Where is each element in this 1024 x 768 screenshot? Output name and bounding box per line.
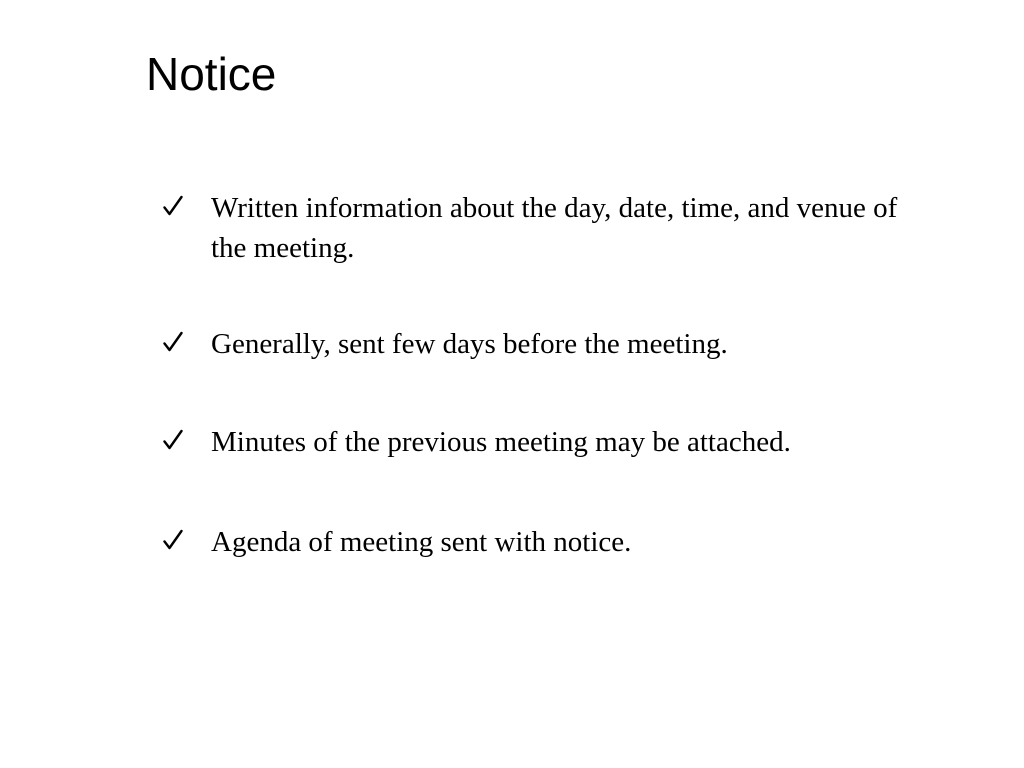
checkmark-icon bbox=[163, 195, 183, 217]
bullet-item bbox=[163, 422, 923, 462]
bullet-text: Agenda of meeting sent with notice. bbox=[211, 526, 632, 558]
bullet-list bbox=[163, 188, 923, 562]
bullet-item bbox=[163, 188, 923, 268]
bullet-item bbox=[163, 324, 923, 364]
slide-title: Notice bbox=[146, 48, 277, 100]
bullet-item bbox=[163, 522, 923, 562]
bullet-text: Written information about the day, date, time, and venue of the meeting. bbox=[211, 192, 898, 264]
checkmark-icon bbox=[163, 529, 183, 551]
bullet-text: Generally, sent few days before the meeting. bbox=[211, 328, 728, 360]
checkmark-icon bbox=[163, 331, 183, 353]
bullet-text: Minutes of the previous meeting may be attached. bbox=[211, 426, 791, 458]
checkmark-icon bbox=[163, 429, 183, 451]
